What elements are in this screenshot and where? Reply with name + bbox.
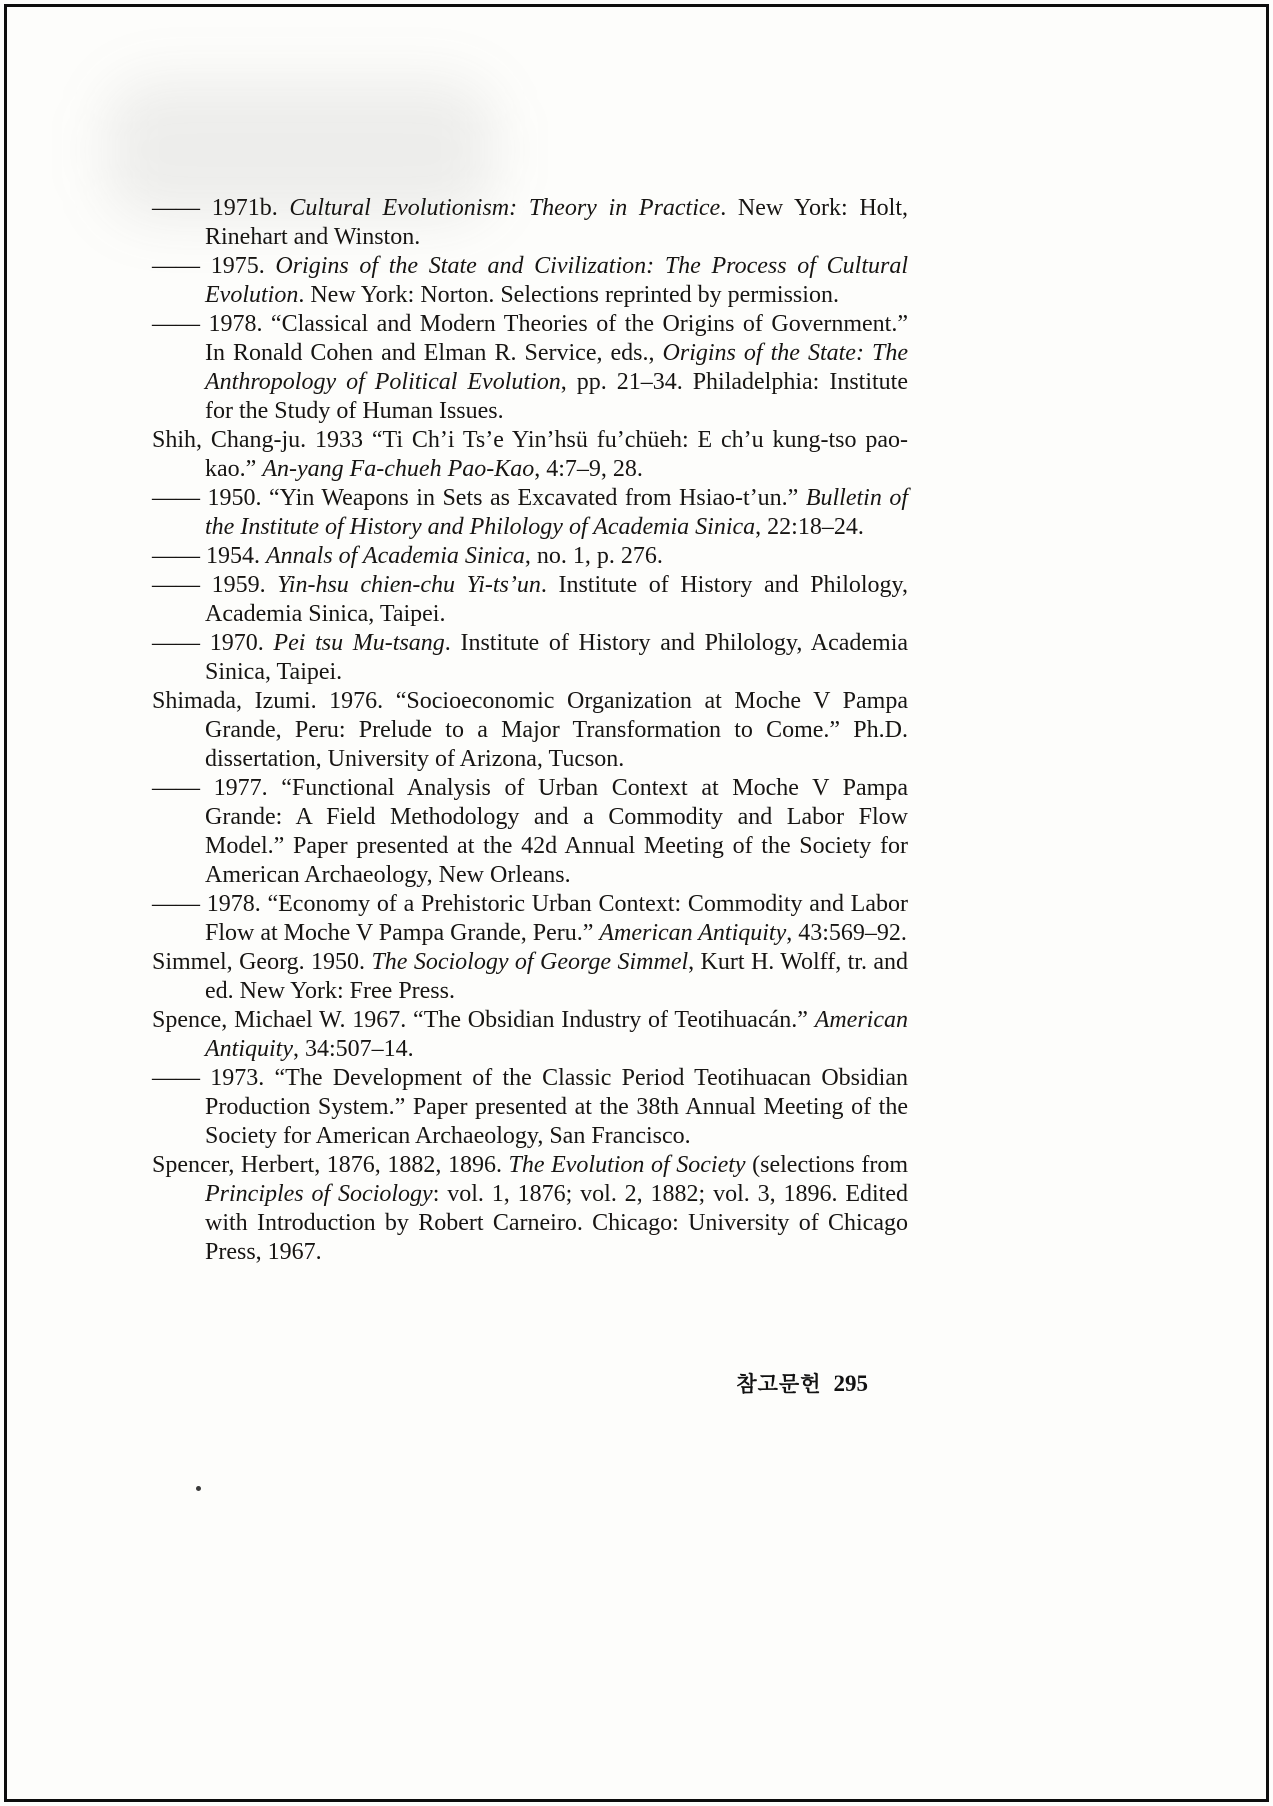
- entry-text: . New York: Holt, Rinehart and Winston.: [205, 195, 909, 250]
- entry-text: —— 1971b.: [152, 195, 290, 221]
- footer-label: 참고문헌: [736, 1372, 822, 1396]
- entry-text: —— 1978. “Economy of a Prehistoric Urban Context: Commodity and Labor Flow at Moche V Pampa Grande, Peru.”: [152, 891, 908, 946]
- entry-text: , 34:507–14.: [292, 1036, 414, 1062]
- bibliography-entry: [152, 194, 908, 252]
- bibliography-list: [152, 194, 908, 1267]
- bibliography-entry: [152, 542, 908, 571]
- entry-title-italic: Origins of the State: The Anthropology of Political Evolution: [205, 340, 908, 395]
- bibliography-entry: [152, 629, 908, 687]
- entry-text: , pp. 21–34. Philadelphia: Institute for the Study of Human Issues.: [205, 369, 908, 424]
- entry-text: —— 1970.: [152, 630, 274, 656]
- entry-title-italic: Origins of the State and Civilization: The Process of Cultural Evolution: [205, 253, 908, 308]
- bibliography-entry: [152, 484, 908, 542]
- entry-text: Shih, Chang-ju. 1933 “Ti Ch’i Ts’e Yin’hsü fu’chüeh: E ch’u kung-tso pao-kao.”: [152, 427, 908, 482]
- entry-text: —— 1978. “Classical and Modern Theories of the Origins of Government.” In Ronald Cohen and Elman R. Service, eds.,: [152, 311, 908, 366]
- entry-text: Shimada, Izumi. 1976. “Socioeconomic Organization at Moche V Pampa Grande, Peru: Prelude to a Major Transformation to Come.” Ph.D. dissertation, University of Arizona, Tucson.: [152, 688, 908, 772]
- bibliography-entry: [152, 1006, 908, 1064]
- entry-title-italic: Pei tsu Mu-tsang: [273, 630, 445, 656]
- bibliography-entry: [152, 1151, 908, 1267]
- bibliography-entry: [152, 310, 908, 426]
- entry-title-italic: Yin-hsu chien-chu Yi-ts’un: [277, 572, 541, 598]
- page-footer: [152, 1368, 868, 1398]
- entry-text: —— 1959.: [152, 572, 278, 598]
- entry-text: , 4:7–9, 28.: [534, 456, 643, 482]
- page-number: 295: [833, 1371, 868, 1396]
- entry-text: , 22:18–24.: [755, 514, 864, 540]
- entry-text: . Institute of History and Philology, Academia Sinica, Taipei.: [205, 572, 908, 627]
- entry-title-italic: American Antiquity: [599, 920, 787, 946]
- entry-text: —— 1977. “Functional Analysis of Urban Context at Moche V Pampa Grande: A Field Methodology and a Commodity and Labor Flow Model.” Paper presented at the 42d Annual Meeting of the Society for American Archaeology, New Orleans.: [152, 775, 908, 888]
- bibliography-entry: [152, 1064, 908, 1151]
- entry-title-italic: Annals of Academia Sinica: [266, 543, 525, 569]
- bibliography-entry: [152, 774, 908, 890]
- entry-text: . New York: Norton. Selections reprinted by permission.: [298, 282, 839, 308]
- entry-title-italic: Bulletin of the Institute of History and Philology of Academia Sinica: [205, 485, 908, 540]
- bibliography-entry: [152, 252, 908, 310]
- entry-title-italic: An-yang Fa-chueh Pao-Kao: [262, 456, 535, 482]
- entry-text: Spence, Michael W. 1967. “The Obsidian Industry of Teotihuacán.”: [152, 1007, 815, 1033]
- bibliography-entry: [152, 571, 908, 629]
- entry-title-italic: Principles of Sociology: [205, 1181, 433, 1207]
- scan-artifact-dot: [196, 1486, 201, 1491]
- entry-text: . Institute of History and Philology, Academia Sinica, Taipei.: [205, 630, 909, 685]
- bibliography-entry: [152, 890, 908, 948]
- entry-text: (selections from: [745, 1152, 909, 1178]
- entry-text: —— 1950. “Yin Weapons in Sets as Excavated from Hsiao-t’un.”: [152, 485, 806, 511]
- bibliography-entry: [152, 426, 908, 484]
- entry-title-italic: The Sociology of George Simmel: [371, 949, 689, 975]
- entry-text: Spencer, Herbert, 1876, 1882, 1896.: [152, 1152, 509, 1178]
- entry-text: —— 1954.: [152, 543, 266, 569]
- entry-text: , 43:569–92.: [786, 920, 907, 946]
- bibliography-entry: [152, 948, 908, 1006]
- entry-title-italic: The Evolution of Society: [508, 1152, 746, 1178]
- entry-text: : vol. 1, 1876; vol. 2, 1882; vol. 3, 1896. Edited with Introduction by Robert Carneiro. Chicago: University of Chicago Press, 1967.: [205, 1181, 908, 1265]
- bibliography-entry: [152, 687, 908, 774]
- entry-title-italic: Cultural Evolutionism: Theory in Practice: [289, 195, 721, 221]
- entry-text: —— 1975.: [152, 253, 276, 279]
- entry-text: , no. 1, p. 276.: [524, 543, 663, 569]
- entry-title-italic: American Antiquity: [205, 1007, 908, 1062]
- entry-text: —— 1973. “The Development of the Classic Period Teotihuacan Obsidian Production System.” Paper presented at the 38th Annual Meeting of the Society for American Archaeology, San Francisco.: [152, 1065, 908, 1149]
- entry-text: , Kurt H. Wolff, tr. and ed. New York: Free Press.: [205, 949, 909, 1004]
- entry-text: Simmel, Georg. 1950.: [152, 949, 372, 975]
